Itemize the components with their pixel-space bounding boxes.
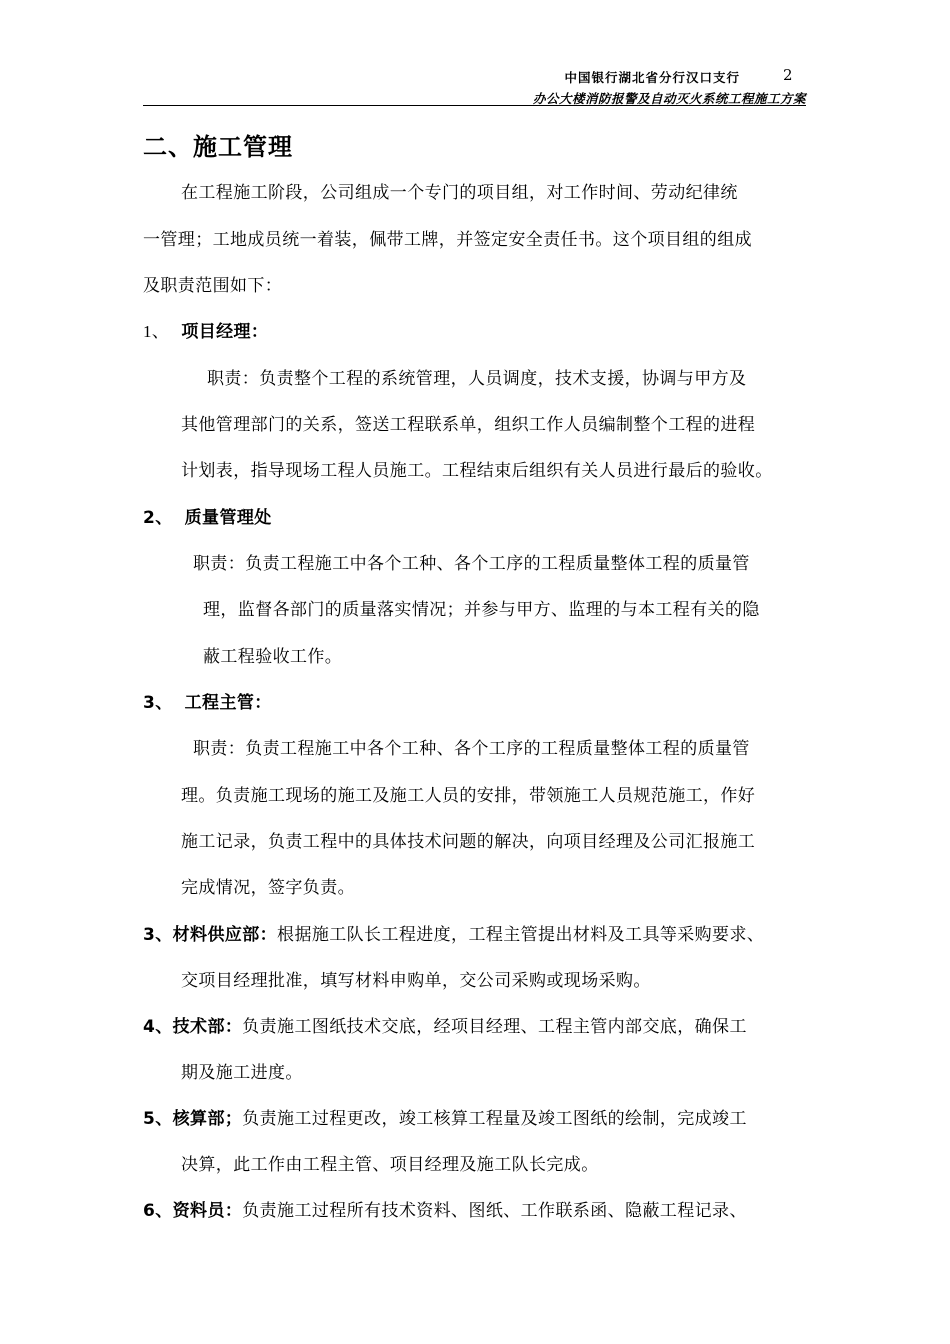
role-3-title: 工程主管：	[184, 693, 272, 713]
header-organization: 中国银行湖北省分行汉口支行	[564, 70, 740, 85]
header-document-title: 办公大楼消防报警及自动灭火系统工程施工方案	[532, 91, 806, 106]
role-accounting-line-2: 决算，此工作由工程主管、项目经理及施工队长完成。	[181, 1155, 599, 1175]
role-documents-text: 负责施工过程所有技术资料、图纸、工作联系函、隐蔽工程记录、	[242, 1201, 747, 1221]
role-accounting-text: 负责施工过程更改，竣工核算工程量及竣工图纸的绘制，完成竣工	[242, 1109, 747, 1129]
role-accounting-number: 5、	[143, 1109, 173, 1129]
role-documents-title: 资料员：	[172, 1201, 243, 1221]
role-documents-line-1	[143, 1200, 747, 1222]
role-1-number: 1、	[143, 322, 170, 341]
page-number: 2	[783, 66, 793, 84]
role-technical-line-1	[143, 1016, 747, 1038]
role-3-number: 3、	[143, 693, 173, 713]
role-2-number: 2、	[143, 508, 173, 528]
role-materials-title: 材料供应部：	[172, 925, 278, 945]
intro-line-3: 及职责范围如下：	[143, 276, 283, 296]
role-technical-title: 技术部：	[172, 1017, 243, 1037]
role-3-line-2: 理。负责施工现场的施工及施工人员的安排，带领施工人员规范施工，作好	[181, 786, 756, 806]
role-3-line-4: 完成情况，签字负责。	[181, 878, 355, 898]
role-1-line-1: 职责：负责整个工程的系统管理，人员调度，技术支援，协调与甲方及	[207, 369, 747, 389]
role-1-heading	[143, 321, 268, 343]
header-divider	[143, 105, 806, 106]
role-2-title: 质量管理处	[184, 508, 272, 528]
role-documents-number: 6、	[143, 1201, 173, 1221]
role-accounting-title: 核算部；	[172, 1109, 243, 1129]
role-materials-line-1	[143, 924, 764, 946]
section-title: 二、施工管理	[143, 133, 293, 161]
role-3-line-1: 职责：负责工程施工中各个工种、各个工序的工程质量整体工程的质量管	[193, 739, 750, 759]
role-1-line-3: 计划表，指导现场工程人员施工。工程结束后组织有关人员进行最后的验收。	[181, 461, 773, 481]
role-3-heading	[143, 692, 272, 714]
role-2-line-3: 蔽工程验收工作。	[203, 647, 343, 667]
role-3-line-3: 施工记录，负责工程中的具体技术问题的解决，向项目经理及公司汇报施工	[181, 832, 756, 852]
role-technical-line-2: 期及施工进度。	[181, 1063, 303, 1083]
role-materials-text: 根据施工队长工程进度，工程主管提出材料及工具等采购要求、	[277, 925, 765, 945]
role-1-line-2: 其他管理部门的关系，签送工程联系单，组织工作人员编制整个工程的进程	[181, 415, 756, 435]
role-1-title: 项目经理：	[181, 322, 269, 342]
role-accounting-line-1	[143, 1108, 747, 1130]
role-materials-number: 3、	[143, 925, 173, 945]
role-2-line-2: 理，监督各部门的质量落实情况；并参与甲方、监理的与本工程有关的隐	[203, 600, 760, 620]
role-materials-line-2: 交项目经理批准，填写材料申购单，交公司采购或现场采购。	[181, 971, 651, 991]
intro-line-2: 一管理；工地成员统一着装，佩带工牌，并签定安全责任书。这个项目组的组成	[143, 230, 752, 250]
role-2-line-1: 职责：负责工程施工中各个工种、各个工序的工程质量整体工程的质量管	[193, 554, 750, 574]
intro-line-1: 在工程施工阶段，公司组成一个专门的项目组，对工作时间、劳动纪律统	[181, 183, 738, 203]
role-technical-text: 负责施工图纸技术交底，经项目经理、工程主管内部交底，确保工	[242, 1017, 747, 1037]
role-2-heading	[143, 507, 272, 529]
role-technical-number: 4、	[143, 1017, 173, 1037]
